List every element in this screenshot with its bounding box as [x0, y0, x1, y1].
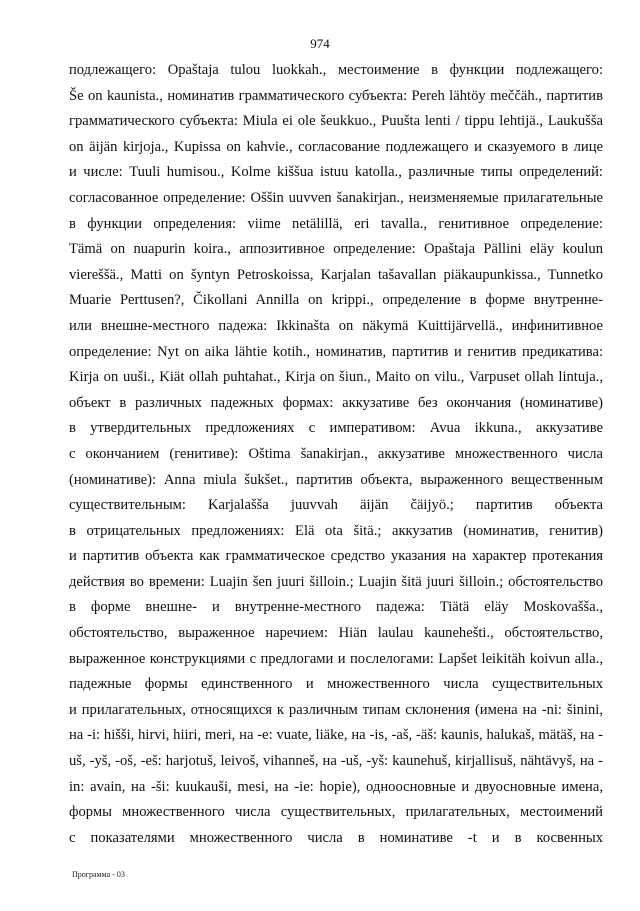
text-line: существительным: Karjalašša juuvvah äijän čäijyö.; партитив объекта — [69, 497, 603, 514]
text-line: uš, -yš, -oš, -eš: harjotuš, leivoš, vihanneš, на -uš, -yš: kaunehuš, kirjallisuš, nähtävyš, на - — [69, 753, 603, 770]
text-line: и партитив объекта как грамматическое средство указания на характер протекания — [69, 548, 603, 565]
text-line: падежные формы единственного и множественного числа существительных — [69, 676, 603, 693]
text-line: viereššä., Matti on šyntyn Petroskoissa, Karjalan tašavallan piäkaupunkissa., Tunnetko — [69, 266, 603, 283]
text-line: на -i: hišši, hirvi, hiiri, meri, на -e: vuate, liäke, на -is, -aš, -äš: kaunis, halukaš, mätäš, на - — [69, 727, 603, 744]
text-line: (номинативе): Anna miula šukšet., партитив объекта, выраженного вещественным — [69, 471, 603, 488]
text-line: формы множественного числа существительных, прилагательных, местоимений — [69, 804, 603, 821]
text-line: в форме внешне- и внутренне-местного падежа: Tiätä eläy Moskovašša., — [69, 599, 603, 616]
text-line: действия во времени: Luajin šen juuri šilloin.; Luajin šitä juuri šilloin.; обстоятельство — [69, 573, 603, 590]
text-line: Muarie Perttusen?, Čikollani Annilla on krippi., определение в форме внутренне- — [69, 292, 603, 309]
text-line: и числе: Tuuli humisou., Kolme kiššua istuu katolla., различные типы определений: — [69, 164, 603, 181]
footer-label: Программа - 03 — [72, 870, 125, 879]
text-line: или внешне-местного падежа: Ikkinašta on näkymä Kuittijärvellä., инфинитивное — [69, 317, 603, 334]
text-line: on äijän kirjoja., Kupissa on kahvie., согласование подлежащего и сказуемого в лице — [69, 138, 603, 155]
text-line: согласованное определение: Oššin uuvven šanakirjan., неизменяемые прилагательные — [69, 189, 603, 206]
text-line: грамматического субъекта: Miula ei ole šeukkuo., Puušta lenti / tippu lehtijä., Laukušša — [69, 113, 603, 130]
text-line: в функции определения: viime netälillä, eri tavalla., генитивное определение: — [69, 215, 603, 232]
text-line: с окончанием (генитиве): Oštima šanakirjan., аккузативе множественного числа — [69, 445, 603, 462]
body-text — [69, 58, 603, 851]
text-line: in: avain, на -ši: kuukauši, mesi, на -ie: hopie), одноосновные и двуосновные имена, — [69, 778, 603, 795]
text-line: подлежащего: Opaštaja tulou luokkah., местоимение в функции подлежащего: — [69, 62, 603, 78]
text-line: Kirja on uuši., Kiät ollah puhtahat., Kirja on šiun., Maito on vilu., Varpuset ollah lintuja., — [69, 369, 603, 386]
text-line: и прилагательных, относящихся к различным типам склонения (имена на -ni: šinini, — [69, 701, 603, 718]
page-number: 974 — [310, 36, 330, 51]
text-line: выраженное конструкциями с предлогами и послелогами: Lapšet leikitäh koivun alla., — [69, 650, 603, 667]
text-line: в отрицательных предложениях: Elä ota šitä.; аккузатив (номинатив, генитив) — [69, 522, 603, 539]
text-line: определение: Nyt on aika lähtie kotih., номинатив, партитив и генитив предикатива: — [69, 343, 603, 360]
text-line: объект в различных падежных формах: аккузативе без окончания (номинативе) — [69, 394, 603, 411]
text-line: с показателями множественного числа в номинативе -t и в косвенных — [69, 829, 603, 846]
text-line: Še on kaunista., номинатив грамматического субъекта: Pereh lähtöy meččäh., партитив — [69, 87, 603, 104]
text-line: в утвердительных предложениях с императивом: Avua ikkuna., аккузативе — [69, 420, 603, 437]
text-line: обстоятельство, выраженное наречием: Hiän laulau kaunehešti., обстоятельство, — [69, 625, 603, 642]
text-line: Tämä on nuapurin koira., аппозитивное определение: Opaštaja Pällini eläy koulun — [69, 241, 603, 258]
